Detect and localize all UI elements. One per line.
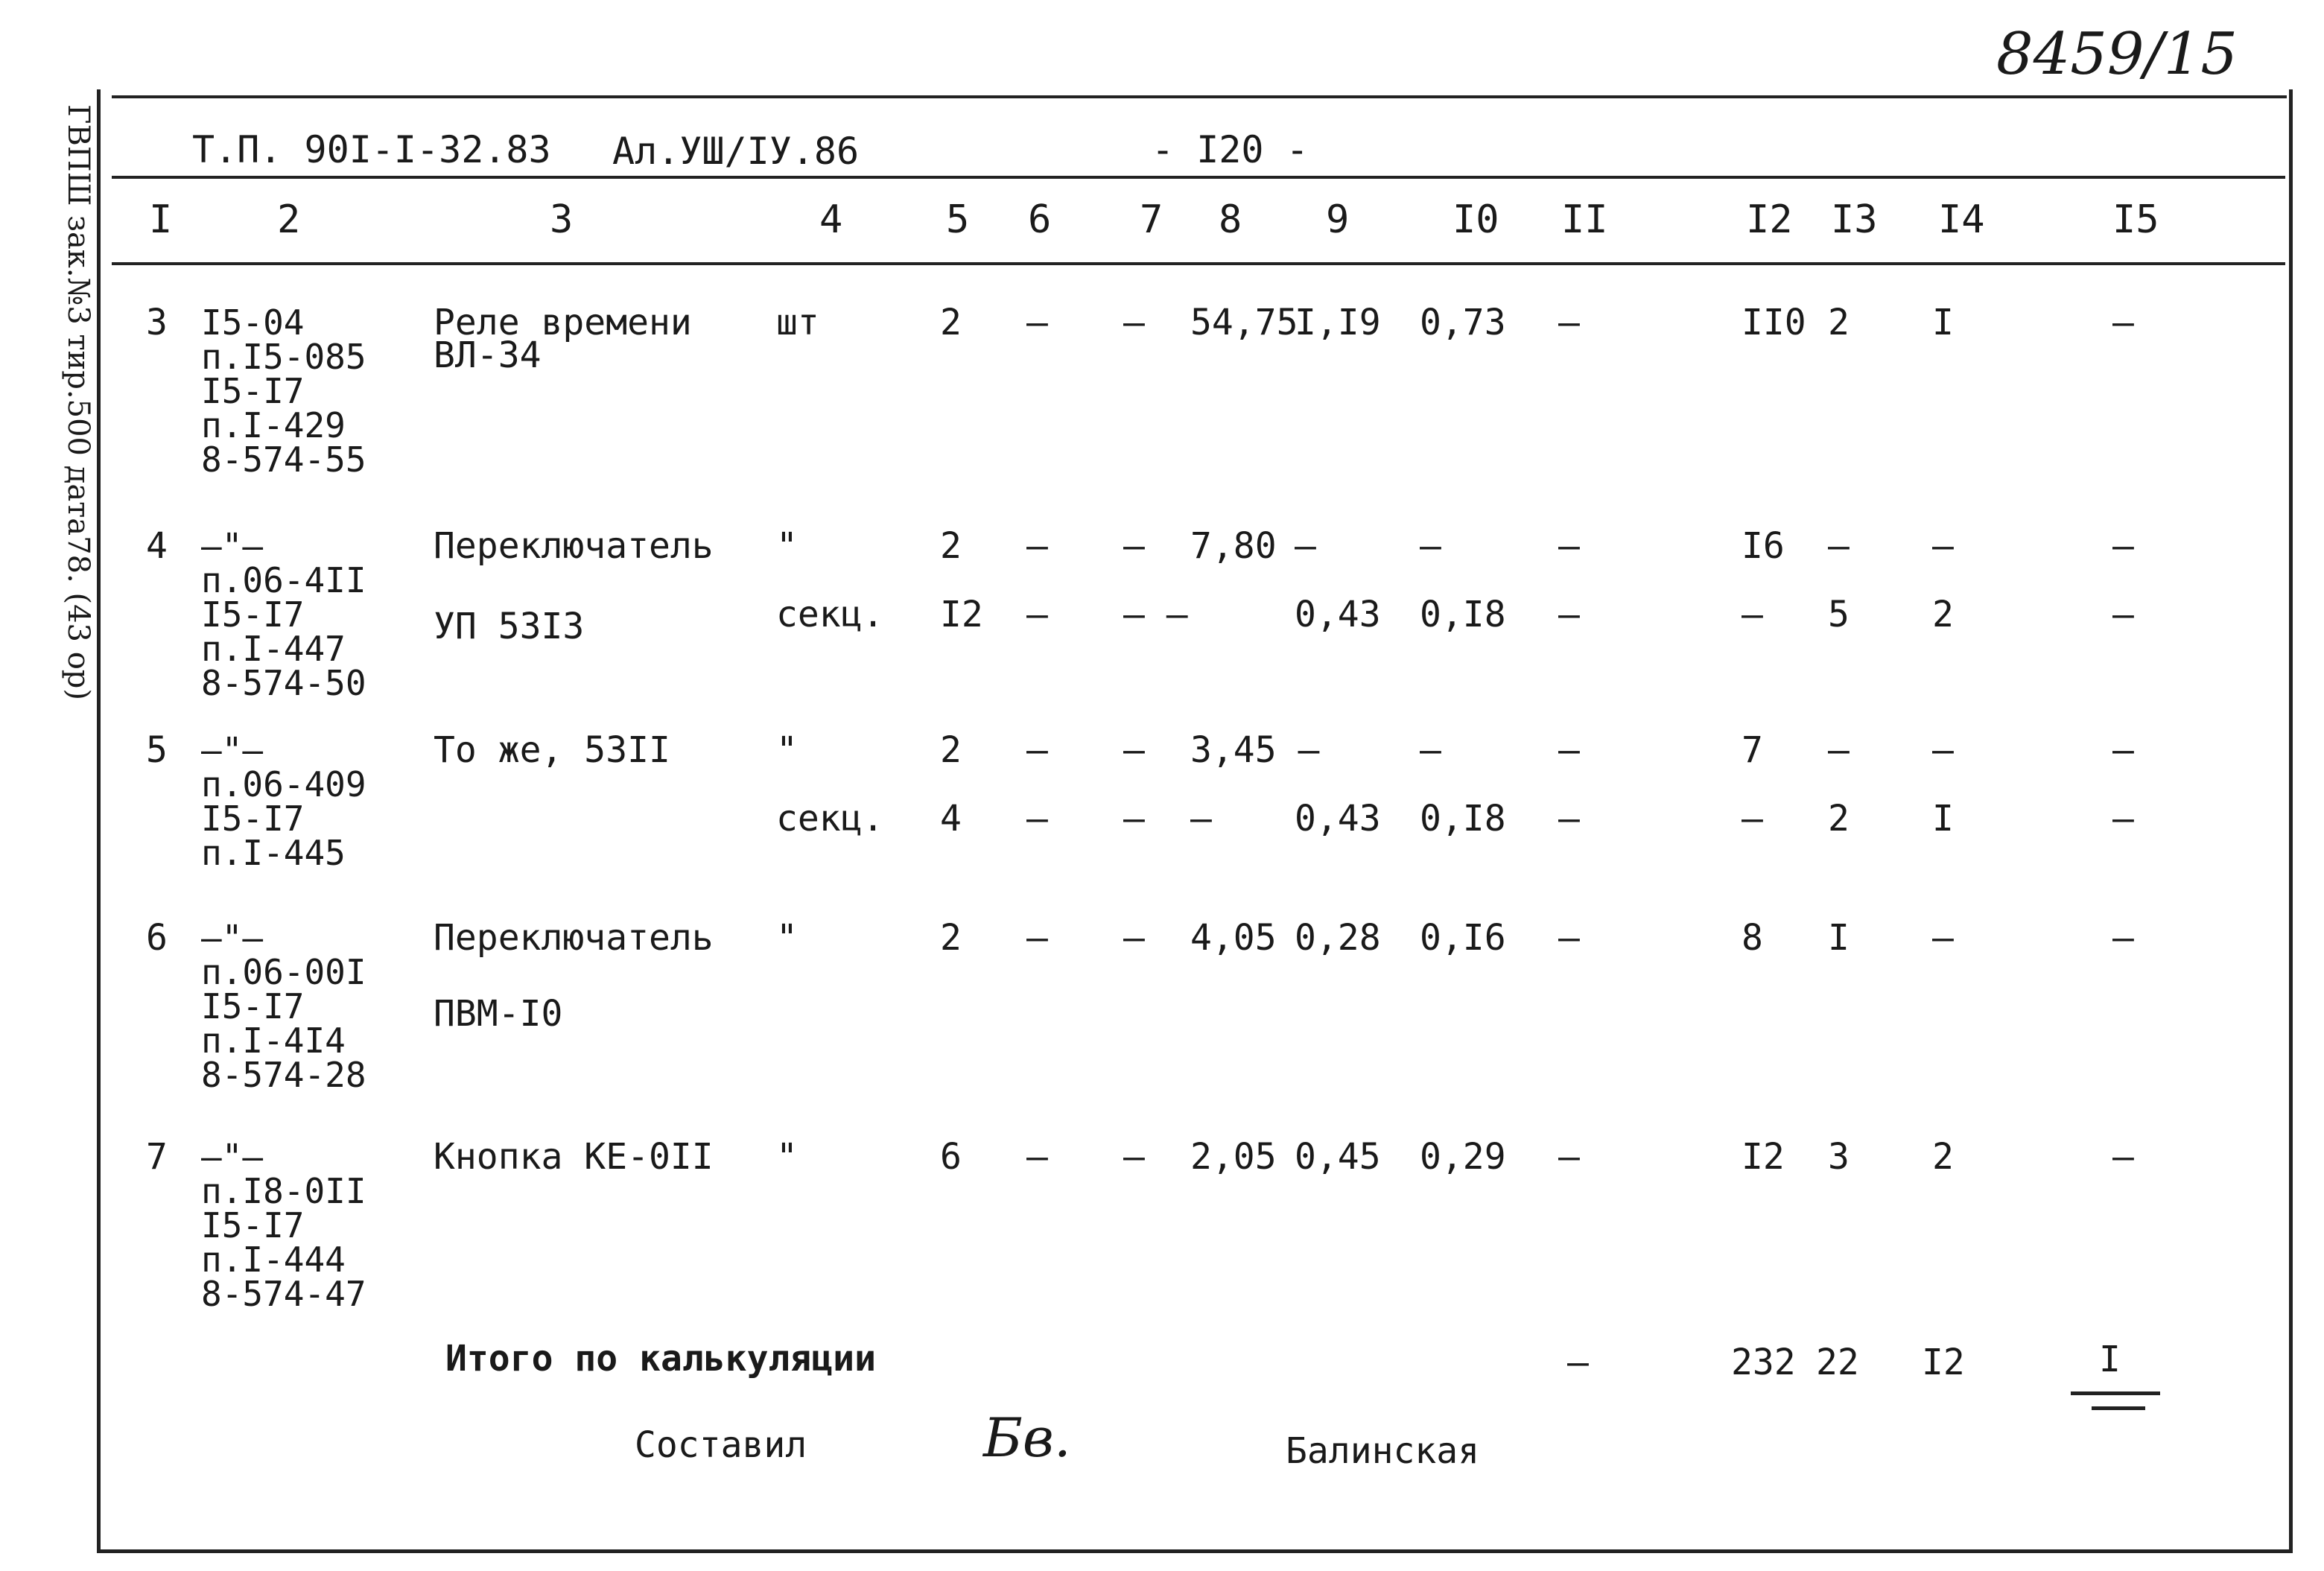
cell-c10: 0,I6 <box>1420 917 1506 959</box>
item-name: Кнопка КЕ-0II <box>434 1136 714 1178</box>
cell-c11: – <box>1558 729 1580 771</box>
cell-c14: – <box>1932 525 1954 567</box>
norm-reference: 8-574-47 <box>201 1274 366 1314</box>
side-stamp: ГВПШ зак.№3 тир.500 дата78. (43 ор) <box>61 104 95 700</box>
cell-c13: 3 <box>1828 1136 1850 1178</box>
column-number-14: I4 <box>1938 197 1985 242</box>
cell-c13: 5 <box>1828 594 1850 635</box>
column-number-12: I2 <box>1746 197 1793 242</box>
row-number: 4 <box>146 525 168 567</box>
column-number-7: 7 <box>1140 197 1163 242</box>
cell-c4: " <box>776 525 798 567</box>
cell-c9: 0,28 <box>1295 917 1381 959</box>
norm-reference: п.I-447 <box>201 629 346 669</box>
row-number: 5 <box>146 729 168 771</box>
cell-c13: 2 <box>1828 798 1850 840</box>
cell-c5: 2 <box>940 917 962 959</box>
norm-reference: –"– <box>201 526 264 566</box>
norm-reference: п.I5-085 <box>201 337 366 377</box>
cell-c6: – <box>1026 1136 1048 1178</box>
cell-c6: – <box>1026 729 1048 771</box>
cell-c7: – <box>1123 917 1145 959</box>
cell-c13: – <box>1828 729 1850 771</box>
cell-c5: 4 <box>940 798 962 840</box>
cell-c11: – <box>1558 302 1580 343</box>
compiler-name: Балинская <box>1286 1430 1480 1472</box>
cell-c6: – <box>1026 594 1048 635</box>
cell-c12: I2 <box>1742 1136 1785 1178</box>
cell-c8: 54,75 <box>1190 302 1298 343</box>
norm-reference: п.06-00I <box>201 952 366 992</box>
cell-c10: 0,I8 <box>1420 798 1506 840</box>
total-double-underline <box>2092 1406 2145 1410</box>
cell-c10: 0,73 <box>1420 302 1506 343</box>
cell-c4: шт <box>776 302 819 343</box>
norm-reference: –"– <box>201 918 264 958</box>
column-number-3: 3 <box>550 197 574 242</box>
cell-c4: " <box>776 729 798 771</box>
norm-reference: I5-04 <box>201 302 305 343</box>
cell-c9: 0,43 <box>1295 594 1381 635</box>
column-number-15: I5 <box>2112 197 2159 242</box>
norm-reference: п.I-445 <box>201 833 346 873</box>
cell-c8: 7,80 <box>1190 525 1277 567</box>
cell-c15: – <box>2112 917 2134 959</box>
cell-c6: – <box>1026 917 1048 959</box>
cell-c6: – <box>1026 302 1048 343</box>
item-name: Переключатель <box>434 525 714 567</box>
cell-c11: – <box>1558 798 1580 840</box>
cell-c15: – <box>2112 1136 2134 1178</box>
cell-c14: 2 <box>1932 594 1954 635</box>
column-number-1: I <box>149 197 173 242</box>
total-col12: 232 <box>1731 1342 1796 1383</box>
norm-reference: п.I8-0II <box>201 1171 366 1211</box>
cell-c5: 2 <box>940 729 962 771</box>
cell-c13: 2 <box>1828 302 1850 343</box>
norm-reference: 8-574-28 <box>201 1055 366 1095</box>
cell-c14: 2 <box>1932 1136 1954 1178</box>
header-rule <box>112 176 2285 179</box>
cell-c12: I6 <box>1742 525 1785 567</box>
norm-reference: п.06-4II <box>201 560 366 600</box>
cell-c10: 0,29 <box>1420 1136 1506 1178</box>
cell-c11: – <box>1558 525 1580 567</box>
cell-c5: 2 <box>940 302 962 343</box>
cell-c6: – <box>1026 525 1048 567</box>
cell-c9: I,I9 <box>1295 302 1381 343</box>
total-col15: I <box>2099 1339 2121 1380</box>
total-col11: – <box>1567 1342 1589 1383</box>
column-number-4: 4 <box>819 197 843 242</box>
total-col13: 22 <box>1816 1342 1859 1383</box>
norm-reference: –"– <box>201 1137 264 1177</box>
signature: Бв. <box>983 1406 1071 1469</box>
cell-c4: " <box>776 917 798 959</box>
cell-c5: I2 <box>940 594 983 635</box>
cell-c12: II0 <box>1742 302 1806 343</box>
column-number-10: I0 <box>1452 197 1499 242</box>
norm-reference: 8-574-55 <box>201 439 366 480</box>
cell-c10: – <box>1420 525 1441 567</box>
cell-c5: 2 <box>940 525 962 567</box>
norm-reference: 8-574-50 <box>201 663 366 703</box>
cell-c14: – <box>1932 917 1954 959</box>
cell-c14: – <box>1932 729 1954 771</box>
cell-c4: " <box>776 1136 798 1178</box>
norm-reference: I5-I7 <box>201 799 305 839</box>
cell-c15: – <box>2112 729 2134 771</box>
row-number: 7 <box>146 1136 168 1178</box>
row-number: 6 <box>146 917 168 959</box>
norm-reference: –"– <box>201 730 264 770</box>
column-number-8: 8 <box>1219 197 1242 242</box>
norm-reference: I5-I7 <box>201 594 305 635</box>
cell-c15: – <box>2112 302 2134 343</box>
cell-c14: I <box>1932 302 1954 343</box>
cell-c10: 0,I8 <box>1420 594 1506 635</box>
cell-c11: – <box>1558 594 1580 635</box>
cell-c15: – <box>2112 525 2134 567</box>
item-name: Переключатель <box>434 917 714 959</box>
item-name: То же, 53II <box>434 729 670 771</box>
cell-c8: – <box>1190 798 1212 840</box>
cell-c14: I <box>1932 798 1954 840</box>
cell-c8: 4,05 <box>1190 917 1277 959</box>
cell-c8: 3,45 – <box>1190 729 1320 771</box>
norm-reference: п.I-4I4 <box>201 1021 346 1061</box>
doc-code: Т.П. 90I-I-32.83 <box>192 128 551 171</box>
corner-number: 8459/15 <box>1996 21 2238 88</box>
cell-c15: – <box>2112 594 2134 635</box>
cell-c12: 7 <box>1742 729 1763 771</box>
cell-c4: секц. <box>776 798 884 840</box>
cell-c13: I <box>1828 917 1850 959</box>
cell-c9: 0,45 <box>1295 1136 1381 1178</box>
column-number-2: 2 <box>277 197 301 242</box>
cell-c12: – <box>1742 798 1763 840</box>
cell-c11: – <box>1558 917 1580 959</box>
row-number: 3 <box>146 302 168 343</box>
cell-c8: 2,05 <box>1190 1136 1277 1178</box>
cell-c7: – <box>1123 525 1145 567</box>
album-code: Ал.УШ/IУ.86 <box>612 130 860 173</box>
compiled-by-label: Составил <box>635 1424 807 1466</box>
cell-c12: – <box>1742 594 1763 635</box>
column-number-9: 9 <box>1326 197 1350 242</box>
page-number: - I20 - <box>1152 128 1309 171</box>
cell-c10: – <box>1420 729 1441 771</box>
item-name: УП 53I3 <box>434 606 585 647</box>
cell-c12: 8 <box>1742 917 1763 959</box>
cell-c7: – <box>1123 1136 1145 1178</box>
norm-reference: I5-I7 <box>201 371 305 411</box>
cell-c5: 6 <box>940 1136 962 1178</box>
norm-reference: I5-I7 <box>201 1205 305 1245</box>
cell-c13: – <box>1828 525 1850 567</box>
cell-c7: – <box>1123 729 1145 771</box>
column-number-13: I3 <box>1831 197 1878 242</box>
cell-c11: – <box>1558 1136 1580 1178</box>
norm-reference: п.I-444 <box>201 1240 346 1280</box>
total-label: Итого по калькуляции <box>445 1338 876 1380</box>
cell-c7: – <box>1123 798 1145 840</box>
item-name: Реле времени <box>434 302 692 343</box>
column-number-11: II <box>1561 197 1608 242</box>
norm-reference: п.06-409 <box>201 764 366 804</box>
cell-c9: 0,43 <box>1295 798 1381 840</box>
item-name: ВЛ-34 <box>434 334 542 376</box>
norm-reference: п.I-429 <box>201 405 346 445</box>
cell-c9: – <box>1295 525 1316 567</box>
cell-c7: – <box>1123 302 1145 343</box>
column-number-5: 5 <box>946 197 970 242</box>
cell-c6: – <box>1026 798 1048 840</box>
cell-c15: – <box>2112 798 2134 840</box>
column-header-rule <box>112 262 2285 265</box>
total-underline <box>2071 1391 2160 1395</box>
item-name: ПВМ-I0 <box>434 993 563 1035</box>
cell-c7: – – <box>1123 594 1188 635</box>
column-number-6: 6 <box>1028 197 1052 242</box>
total-col14: I2 <box>1922 1342 1965 1383</box>
cell-c4: секц. <box>776 594 884 635</box>
norm-reference: I5-I7 <box>201 986 305 1026</box>
